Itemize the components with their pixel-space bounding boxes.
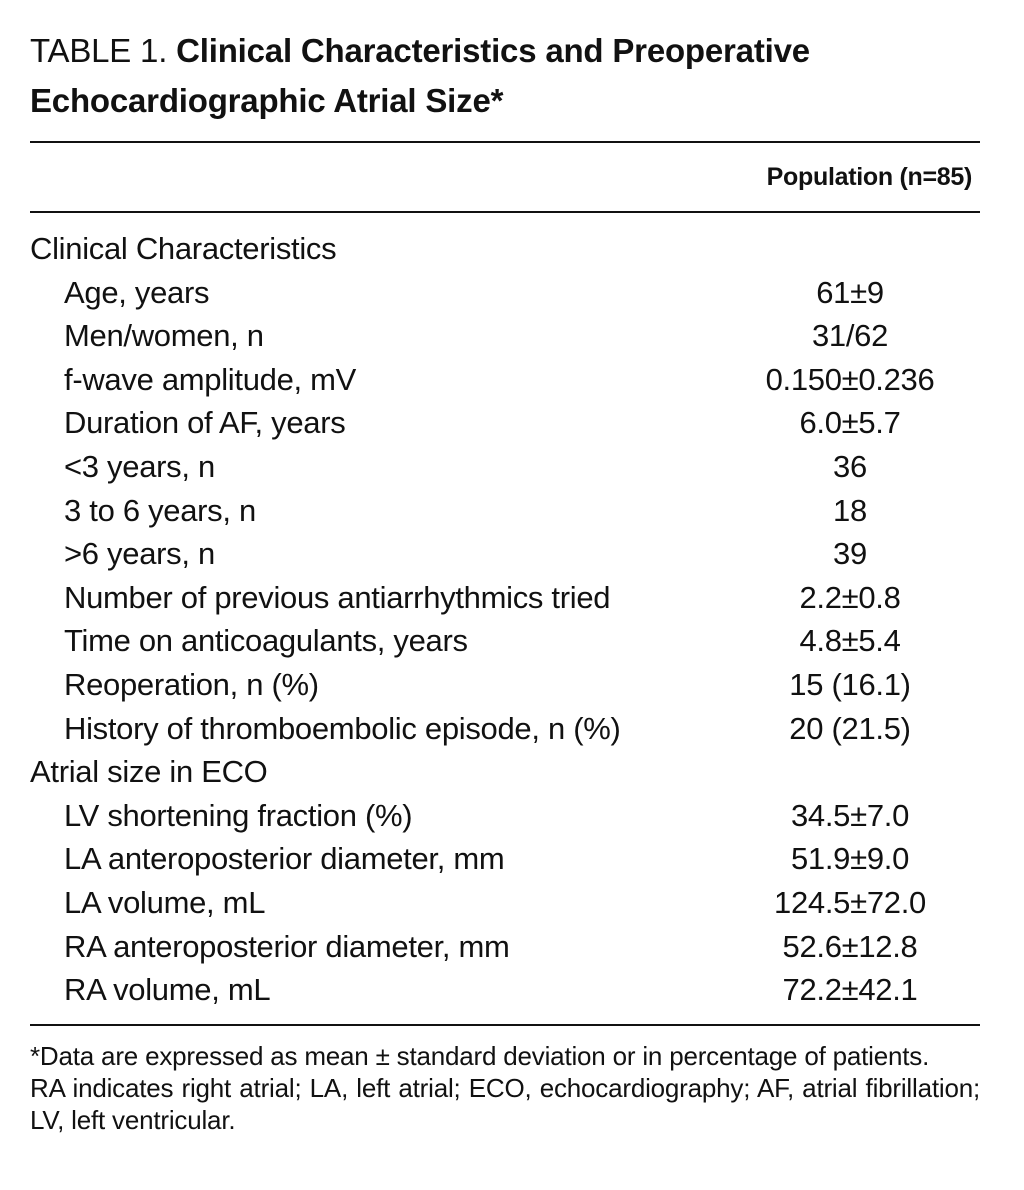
table-row (30, 925, 980, 969)
table-row (30, 532, 980, 576)
row-value: 72.2±42.1 (782, 972, 918, 1008)
table-title-text: Clinical Characteristics and Preoperative Echocardiographic Atrial Size* (30, 32, 810, 119)
footnotes (30, 1040, 980, 1136)
section-header: Clinical Characteristics (30, 231, 337, 266)
row-value: 34.5±7.0 (790, 797, 910, 833)
row-value: 18 (833, 492, 867, 528)
row-label: LA anteroposterior diameter, mm (64, 841, 505, 877)
table-row (30, 401, 980, 445)
row-label: f-wave amplitude, mV (64, 361, 357, 397)
table-document (30, 26, 980, 1136)
table-row (30, 663, 980, 707)
row-label: Reoperation, n (%) (64, 666, 319, 702)
table-row (30, 445, 980, 489)
row-value: 20 (21.5) (789, 710, 911, 746)
row-value: 2.2±0.8 (799, 579, 901, 615)
table-row (30, 968, 980, 1012)
table-row (30, 489, 980, 533)
table-title-label: TABLE 1. (30, 32, 168, 69)
table-row (30, 619, 980, 663)
footnote-abbreviations: RA indicates right atrial; LA, left atrial; ECO, echocardiography; AF, atrial fibrillation; LV, left ventricular. (30, 1072, 980, 1135)
row-label: Number of previous antiarrhythmics tried (64, 579, 611, 615)
row-label: Time on anticoagulants, years (64, 623, 468, 659)
row-value: 6.0±5.7 (799, 405, 901, 441)
row-label: Duration of AF, years (64, 405, 346, 441)
column-header-row (30, 143, 980, 211)
row-value: 61±9 (816, 274, 884, 310)
row-value: 124.5±72.0 (774, 884, 926, 920)
section-header: Atrial size in ECO (30, 754, 268, 790)
row-value: 36 (833, 448, 867, 484)
row-value: 0.150±0.236 (765, 361, 935, 397)
table-row (30, 358, 980, 402)
bottom-rule (30, 1024, 980, 1026)
row-value: 51.9±9.0 (790, 841, 910, 877)
row-label: >6 years, n (64, 536, 215, 572)
row-label: 3 to 6 years, n (64, 492, 256, 528)
row-label: RA volume, mL (64, 972, 271, 1008)
row-value: 31/62 (811, 318, 889, 354)
table-row (30, 271, 980, 315)
row-label: Men/women, n (64, 318, 264, 354)
table-body (30, 227, 980, 1012)
row-label: <3 years, n (64, 448, 215, 484)
row-value: 15 (16.1) (789, 666, 911, 702)
table-row (30, 707, 980, 751)
table-row (30, 576, 980, 620)
table-row (30, 314, 980, 358)
header-rule (30, 211, 980, 213)
row-label: History of thromboembolic episode, n (%) (64, 710, 621, 746)
table-row (30, 794, 980, 838)
row-label: RA anteroposterior diameter, mm (64, 928, 510, 964)
row-label: LV shortening fraction (%) (64, 797, 413, 833)
table-title (30, 26, 980, 126)
row-value: 52.6±12.8 (782, 928, 918, 964)
table-row (30, 881, 980, 925)
row-value: 4.8±5.4 (799, 623, 901, 659)
row-value: 39 (833, 536, 867, 572)
footnote-data-expression: *Data are expressed as mean ± standard deviation or in percentage of patients. (30, 1040, 930, 1071)
row-label: LA volume, mL (64, 884, 266, 920)
column-header-population: Population (n=85) (766, 162, 972, 191)
table-row (30, 837, 980, 881)
row-label: Age, years (64, 274, 210, 310)
